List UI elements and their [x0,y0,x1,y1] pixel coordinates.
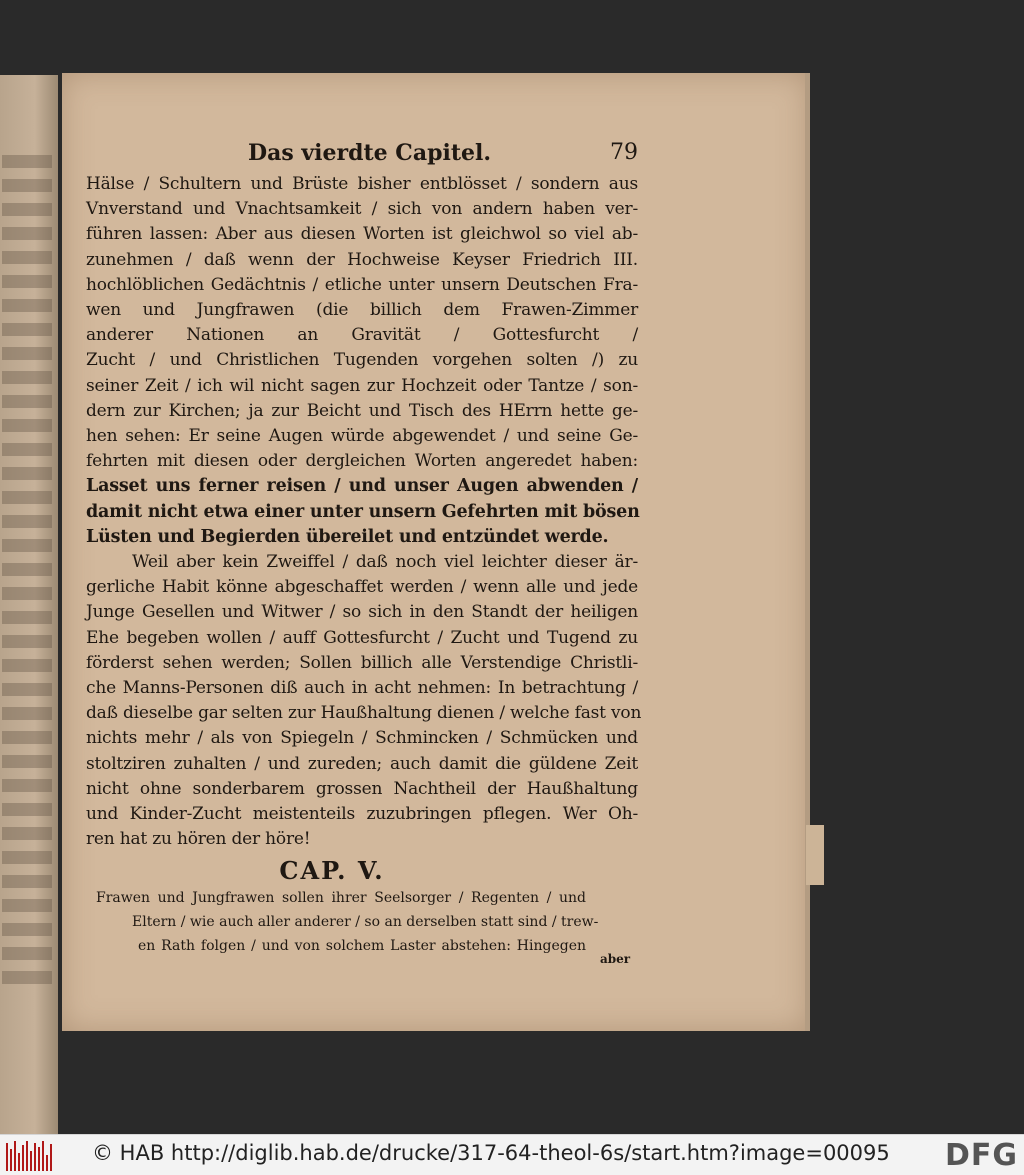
text-line: hen sehen: Er seine Augen würde abgewendet / und seine Ge- [86,426,638,447]
text-line: Ehe begeben wollen / auff Gottesfurcht / Zucht und Tugend zu [86,627,638,648]
text-line: che Manns-Personen diß auch in acht nehmen: In betrachtung / [86,678,638,699]
text-line: Zucht / und Christlichen Tugenden vorgehen solten /) zu [86,350,638,371]
paper-tab [806,825,824,885]
text-line: nichts mehr / als von Spiegeln / Schmincken / Schmücken und [86,728,638,749]
text-line: und Kinder-Zucht meistenteils zuzubringen pflegen. Wer Oh- [86,804,638,825]
text-line: dern zur Kirchen; ja zur Beicht und Tisch des HErrn hette ge- [86,400,638,421]
running-title: Das vierdte Capitel. [248,140,491,166]
paragraph-2 [86,550,642,852]
text-line: Junge Gesellen und Witwer / so sich in den Standt der heiligen [86,602,638,623]
text-line: förderst sehen werden; Sollen billich alle Verstendige Christli- [86,652,638,673]
running-header [86,140,638,172]
hab-logo-icon [6,1139,52,1171]
text-line: nicht ohne sonderbarem grossen Nachtheil der Haußhaltung [86,778,638,799]
text-line: stoltziren zuhalten / und zureden; auch damit die güldene Zeit [86,753,638,774]
text-line: Hälse / Schultern und Brüste bisher entblösset / sondern aus [86,174,638,194]
quotation-line: Lasset uns ferner reisen / und unser Augen abwenden / [86,476,638,497]
text-line: Vnverstand und Vnachtsamkeit / sich von andern haben ver- [86,199,638,220]
paragraph-1 [86,172,638,550]
summary-line: en Rath folgen / und von solchem Laster abstehen: Hingegen [138,938,586,955]
viewer-footer [0,1134,1024,1175]
dfg-logo: DFG [944,1138,1018,1173]
text-line: fehrten mit diesen oder dergleichen Worten angeredet haben: [86,451,638,472]
text-line: Weil aber kein Zweiffel / daß noch viel leichter dieser är- [132,552,638,573]
quotation-line: Lüsten und Begierden übereilet und entzündet werde. [86,526,609,547]
text-line: wen und Jungfrawen (die billich dem Frawen-Zimmer [86,300,638,321]
chapter-summary [86,886,638,958]
text-line: seiner Zeit / ich wil nicht sagen zur Hochzeit oder Tantze / son- [86,375,638,396]
text-line: ren hat zu hören der höre! [86,829,311,850]
copyright-link[interactable]: © HAB http://diglib.hab.de/drucke/317-64-theol-6s/start.htm?image=00095 [92,1141,890,1165]
text-line: zunehmen / daß wenn der Hochweise Keyser Friedrich III. [86,249,638,270]
previous-page-text-fragment [2,155,52,1015]
chapter-heading: CAP. V. [279,856,385,886]
summary-line: Frawen und Jungfrawen sollen ihrer Seelsorger / Regenten / und [96,890,586,907]
text-line: führen lassen: Aber aus diesen Worten ist gleichwol so viel ab- [86,224,638,245]
summary-line: Eltern / wie auch aller anderer / so an derselben statt sind / trew- [132,914,599,931]
catchword: aber [600,952,631,966]
text-line: anderer Nationen an Gravität / Gottesfurcht / [86,325,638,346]
page-number: 79 [610,140,638,165]
page-edge [805,73,810,1031]
text-line: gerliche Habit könne abgeschaffet werden / wenn alle und jede [86,577,638,598]
page-text [86,140,642,958]
text-line: hochlöblichen Gedächtnis / etliche unter unsern Deutschen Fra- [86,274,638,295]
text-line: daß dieselbe gar selten zur Haußhaltung dienen / welche fast von [86,703,642,724]
previous-page-edge [0,75,58,1134]
quotation-line: damit nicht etwa einer unter unsern Gefehrten mit bösen [86,501,640,522]
